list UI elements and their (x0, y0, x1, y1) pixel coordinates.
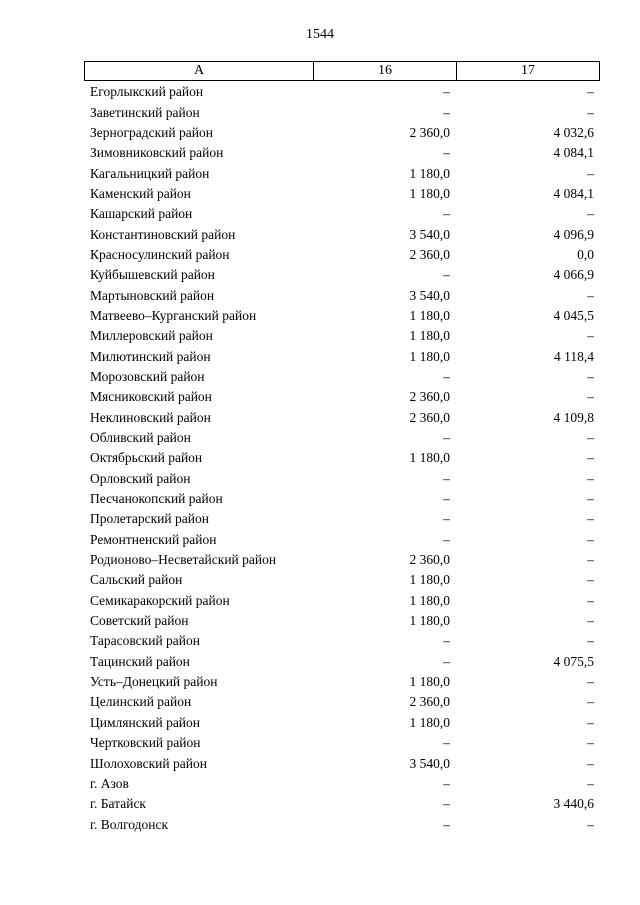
table-row (84, 530, 600, 550)
district-name-cell: Целинский район (90, 694, 192, 710)
value-cell-17: 4 084,1 (553, 185, 594, 201)
table-row (84, 814, 600, 834)
value-cell-17: 4 066,9 (553, 267, 594, 283)
value-cell-16: 1 180,0 (409, 572, 450, 588)
value-cell-16: 1 180,0 (409, 328, 450, 344)
value-cell-16: – (443, 84, 450, 100)
value-cell-16: – (443, 368, 450, 384)
value-cell-16: 1 180,0 (409, 714, 450, 730)
table-row (84, 672, 600, 692)
value-cell-16: – (443, 816, 450, 832)
table-row (84, 163, 600, 183)
district-name-cell: Ремонтненский район (90, 531, 217, 547)
table-row (84, 713, 600, 733)
value-cell-17: – (587, 287, 594, 303)
district-name-cell: г. Азов (90, 775, 129, 791)
value-cell-17: – (587, 491, 594, 507)
table-row (84, 489, 600, 509)
district-name-cell: Мартыновский район (90, 287, 215, 303)
value-cell-17: – (587, 511, 594, 527)
value-cell-16: 2 360,0 (409, 389, 450, 405)
value-cell-17: – (587, 775, 594, 791)
district-name-cell: Родионово–Несветайский район (90, 552, 277, 568)
table-row (84, 245, 600, 265)
value-cell-17: – (587, 735, 594, 751)
table-row (84, 326, 600, 346)
table-row (84, 367, 600, 387)
value-cell-16: 1 180,0 (409, 185, 450, 201)
value-cell-16: – (443, 531, 450, 547)
value-cell-17: – (587, 368, 594, 384)
value-cell-17: 4 045,5 (553, 307, 594, 323)
table-header (84, 61, 600, 81)
district-name-cell: Заветинский район (90, 104, 200, 120)
table-row (84, 265, 600, 285)
table-row (84, 631, 600, 651)
value-cell-17: – (587, 816, 594, 832)
value-cell-17: – (587, 694, 594, 710)
value-cell-16: 1 180,0 (409, 165, 450, 181)
district-name-cell: Морозовский район (90, 368, 205, 384)
value-cell-17: – (587, 572, 594, 588)
value-cell-16: – (443, 104, 450, 120)
value-cell-16: 3 540,0 (409, 226, 450, 242)
district-name-cell: Константиновский район (90, 226, 236, 242)
district-name-cell: Чертковский район (90, 735, 201, 751)
table-row (84, 306, 600, 326)
table-row (84, 224, 600, 244)
value-cell-17: – (587, 552, 594, 568)
page-number: 1544 (306, 27, 334, 42)
district-name-cell: Сальский район (90, 572, 183, 588)
district-name-cell: Каменский район (90, 185, 191, 201)
value-cell-17: – (587, 633, 594, 649)
table-row (84, 123, 600, 143)
table-row (84, 448, 600, 468)
district-name-cell: Песчанокопский район (90, 491, 223, 507)
table-row (84, 611, 600, 631)
table-row (84, 346, 600, 366)
value-cell-17: – (587, 104, 594, 120)
district-name-cell: Мясниковский район (90, 389, 212, 405)
value-cell-16: 2 360,0 (409, 124, 450, 140)
value-cell-16: 2 360,0 (409, 552, 450, 568)
district-name-cell: Кагальницкий район (90, 165, 210, 181)
column-header-16: 16 (314, 62, 457, 80)
table-row (84, 692, 600, 712)
table-row (84, 550, 600, 570)
value-cell-16: 1 180,0 (409, 307, 450, 323)
value-cell-17: – (587, 592, 594, 608)
table-row (84, 570, 600, 590)
table-row (84, 774, 600, 794)
district-name-cell: Обливский район (90, 430, 191, 446)
value-cell-17: – (587, 674, 594, 690)
district-name-cell: Красносулинский район (90, 246, 230, 262)
value-cell-17: – (587, 389, 594, 405)
value-cell-17: 3 440,6 (553, 796, 594, 812)
district-name-cell: Семикаракорский район (90, 592, 230, 608)
value-cell-17: – (587, 84, 594, 100)
value-cell-17: 4 096,9 (553, 226, 594, 242)
value-cell-16: – (443, 775, 450, 791)
value-cell-17: – (587, 206, 594, 222)
table-row (84, 428, 600, 448)
district-name-cell: Цимлянский район (90, 714, 201, 730)
value-cell-16: – (443, 796, 450, 812)
value-cell-16: 1 180,0 (409, 450, 450, 466)
value-cell-17: – (587, 613, 594, 629)
value-cell-16: – (443, 206, 450, 222)
value-cell-16: – (443, 735, 450, 751)
value-cell-16: – (443, 145, 450, 161)
value-cell-17: 4 032,6 (553, 124, 594, 140)
column-header-a: А (85, 62, 314, 80)
value-cell-17: – (587, 450, 594, 466)
value-cell-16: – (443, 491, 450, 507)
value-cell-17: – (587, 470, 594, 486)
table-row (84, 387, 600, 407)
table-row (84, 102, 600, 122)
value-cell-16: 1 180,0 (409, 592, 450, 608)
value-cell-16: 3 540,0 (409, 287, 450, 303)
value-cell-16: – (443, 267, 450, 283)
table-row (84, 794, 600, 814)
table-row (84, 469, 600, 489)
table-row (84, 509, 600, 529)
value-cell-17: 4 084,1 (553, 145, 594, 161)
value-cell-16: – (443, 430, 450, 446)
district-name-cell: Октябрьский район (90, 450, 203, 466)
district-name-cell: Кашарский район (90, 206, 193, 222)
value-cell-17: 4 109,8 (553, 409, 594, 425)
table-row (84, 82, 600, 102)
district-name-cell: Пролетарский район (90, 511, 209, 527)
district-name-cell: Тацинский район (90, 653, 190, 669)
district-name-cell: Зерноградский район (90, 124, 213, 140)
table-row (84, 285, 600, 305)
value-cell-17: – (587, 165, 594, 181)
district-name-cell: Матвеево–Курганский район (90, 307, 257, 323)
value-cell-16: 2 360,0 (409, 409, 450, 425)
table-body (84, 82, 600, 835)
district-name-cell: г. Батайск (90, 796, 146, 812)
district-name-cell: Неклиновский район (90, 409, 211, 425)
value-cell-17: – (587, 714, 594, 730)
district-name-cell: Милютинский район (90, 348, 211, 364)
value-cell-17: – (587, 328, 594, 344)
value-cell-16: – (443, 470, 450, 486)
district-name-cell: Шолоховский район (90, 755, 207, 771)
value-cell-17: – (587, 430, 594, 446)
table-row (84, 591, 600, 611)
value-cell-16: 2 360,0 (409, 246, 450, 262)
value-cell-16: 1 180,0 (409, 613, 450, 629)
table-row (84, 652, 600, 672)
value-cell-16: 1 180,0 (409, 674, 450, 690)
district-name-cell: Зимовниковский район (90, 145, 224, 161)
table-row (84, 204, 600, 224)
value-cell-16: 3 540,0 (409, 755, 450, 771)
value-cell-17: 0,0 (577, 246, 594, 262)
district-name-cell: Усть–Донецкий район (90, 674, 218, 690)
value-cell-16: 1 180,0 (409, 348, 450, 364)
district-name-cell: Миллеровский район (90, 328, 213, 344)
table-row (84, 733, 600, 753)
value-cell-16: – (443, 633, 450, 649)
district-name-cell: Куйбышевский район (90, 267, 215, 283)
district-name-cell: Тарасовский район (90, 633, 200, 649)
value-cell-16: – (443, 653, 450, 669)
district-name-cell: Орловский район (90, 470, 191, 486)
district-name-cell: г. Волгодонск (90, 816, 169, 832)
value-cell-16: 2 360,0 (409, 694, 450, 710)
table-row (84, 753, 600, 773)
value-cell-17: – (587, 531, 594, 547)
district-name-cell: Советский район (90, 613, 189, 629)
column-header-17: 17 (521, 63, 535, 78)
table-row (84, 143, 600, 163)
table-row (84, 408, 600, 428)
value-cell-17: – (587, 755, 594, 771)
value-cell-16: – (443, 511, 450, 527)
value-cell-17: 4 118,4 (554, 348, 594, 364)
value-cell-17: 4 075,5 (553, 653, 594, 669)
table-row (84, 184, 600, 204)
district-name-cell: Егорлыкский район (90, 84, 204, 100)
